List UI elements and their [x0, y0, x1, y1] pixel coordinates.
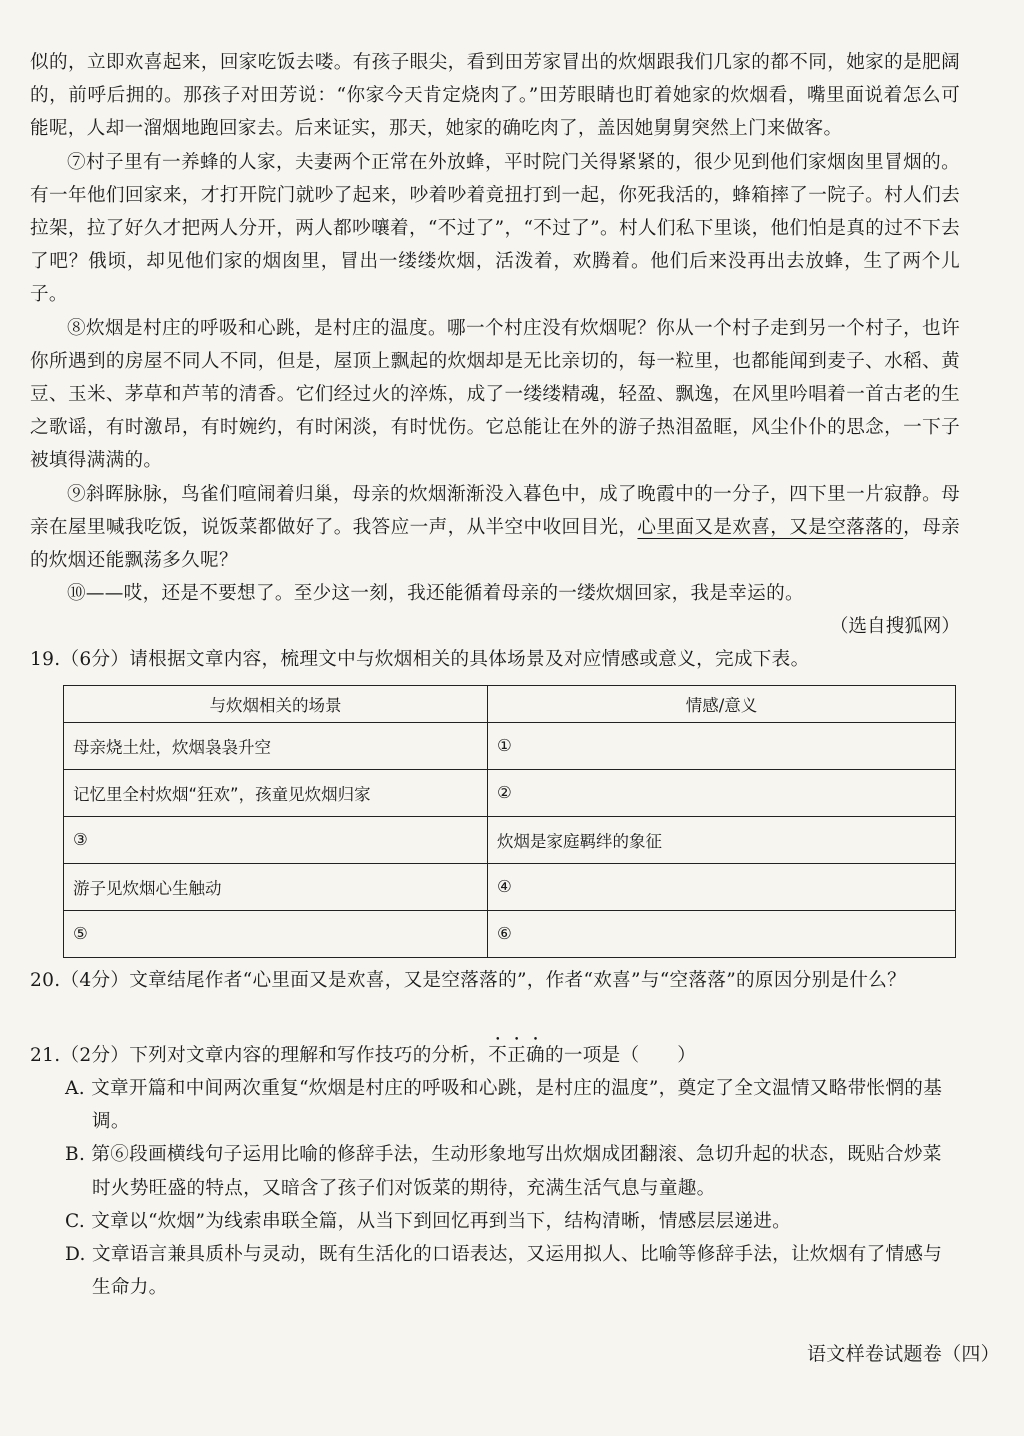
passage-paragraph-6-continued: 似的，立即欢喜起来，回家吃饭去喽。有孩子眼尖，看到田芳家冒出的炊烟跟我们几家的都不同，她家的是肥阔的，前呼后拥的。那孩子对田芳说：“你家今天肯定烧肉了。”田芳眼睛也盯着她家的炊烟看，嘴里面说着怎么可能呢，人却一溜烟地跑回家去。后来证实，那天，她家的确吃肉了，盖因她舅舅突然上门来做客。 [30, 52, 960, 140]
passage-paragraph-10: ⑩——哎，还是不要想了。至少这一刻，我还能循着母亲的一缕炊烟回家，我是幸运的。 [67, 583, 804, 605]
passage-paragraph-7: ⑦村子里有一养蜂的人家，夫妻两个正常在外放蜂，平时院门关得紧紧的，很少见到他们家烟囱里冒烟的。有一年他们回家来，才打开院门就吵了起来，吵着吵着竟扭打到一起，你死我活的，蜂箱摔了一院子。村人们去拉架，拉了好久才把两人分开，两人都吵嚷着，“不过了”，“不过了”。村人们私下里谈，他们怕是真的过不下去了吧？俄顷，却见他们家的烟囱里，冒出一缕缕炊烟，活泼着，欢腾着。他们后来没再出去放蜂，生了两个儿子。 [30, 151, 960, 306]
passage-paragraph-8: ⑧炊烟是村庄的呼吸和心跳，是村庄的温度。哪一个村庄没有炊烟呢？你从一个村子走到另一个村子，也许你所遇到的房屋不同人不同，但是，屋顶上飘起的炊烟却是无比亲切的，每一粒里，也都能闻到麦子、水稻、黄豆、玉米、茅草和芦苇的清香。它们经过火的淬炼，成了一缕缕精魂，轻盈、飘逸，在风里吟唱着一首古老的生之歌谣，有时激昂，有时婉约，有时闲淡，有时忧伤。它总能让在外的游子热泪盈眶，风尘仆仆的思念，一下子被填得满满的。 [30, 317, 960, 472]
table-row [64, 910, 956, 957]
option-b: B. 第⑥段画横线句子运用比喻的修辞手法，生动形象地写出炊烟成团翻滚、急切升起的状态，既贴合炒菜时火势旺盛的特点，又暗含了孩子们对饭菜的期待，充满生活气息与童趣。 [65, 1144, 942, 1199]
table-header-meaning: 情感/意义 [488, 685, 956, 722]
table-cell: 游子见炊烟心生触动 [64, 863, 488, 910]
table-cell: 母亲烧土灶，炊烟袅袅升空 [64, 722, 488, 769]
question-21-stem-b: 的一项是（ ） [544, 1044, 697, 1066]
table-row [64, 863, 956, 910]
option-a: A. 文章开篇和中间两次重复“炊烟是村庄的呼吸和心跳，是村庄的温度”，奠定了全文温情又略带怅惘的基调。 [65, 1078, 943, 1133]
table-cell: ⑥ [488, 910, 956, 957]
question-19-stem: 19.（6分）请根据文章内容，梳理文中与炊烟相关的具体场景及对应情感或意义，完成下表。 [30, 649, 810, 671]
option-d: D. 文章语言兼具质朴与灵动，既有生活化的口语表达，又运用拟人、比喻等修辞手法，让炊烟有了情感与生命力。 [65, 1244, 943, 1299]
table-row [64, 722, 956, 769]
question-19-table [63, 685, 956, 958]
table-row [64, 816, 956, 863]
question-21-stem-a: 21.（2分）下列对文章内容的理解和写作技巧的分析， [30, 1044, 489, 1066]
table-header-scene: 与炊烟相关的场景 [64, 685, 488, 722]
question-20-stem: 20.（4分）文章结尾作者“心里面又是欢喜，又是空落落的”，作者“欢喜”与“空落落”的原因分别是什么？ [30, 969, 907, 991]
table-cell: ② [488, 769, 956, 816]
passage-source: （选自搜狐网） [829, 616, 960, 638]
page-footer: 语文样卷试题卷（四） [806, 1343, 1000, 1365]
table-cell: ⑤ [64, 910, 488, 957]
underlined-sentence: 心里面又是欢喜，又是空落落的 [637, 516, 904, 538]
table-cell: 记忆里全村炊烟“狂欢”，孩童见炊烟归家 [64, 769, 488, 816]
table-row [64, 769, 956, 816]
emphasis-not-correct: 不正确 [488, 1044, 545, 1066]
paragraph-9-text-a: ⑨斜晖脉脉，鸟雀们喧闹着归巢，母亲的炊烟渐渐没入暮色中，成了晚霞中的一分子，四下里一片寂静。母亲在屋里喊我吃饭，说饭菜都做好了。我答应一声，从半空中收回目光， [30, 483, 960, 538]
table-header-row [64, 685, 956, 722]
paragraph-9-text-b: ，母亲的炊烟还能飘荡多久呢？ [30, 516, 960, 572]
option-c: C. 文章以“炊烟”为线索串联全篇，从当下到回忆再到当下，结构清晰，情感层层递进。 [65, 1210, 792, 1232]
table-cell: ① [488, 722, 956, 769]
question-21-stem [30, 1035, 960, 1072]
answer-space [30, 997, 960, 1035]
passage-paragraph-9 [30, 478, 960, 578]
table-cell: ④ [488, 863, 956, 910]
table-cell: ③ [64, 816, 488, 863]
exam-page [30, 46, 960, 1304]
table-cell: 炊烟是家庭羁绊的象征 [488, 816, 956, 863]
